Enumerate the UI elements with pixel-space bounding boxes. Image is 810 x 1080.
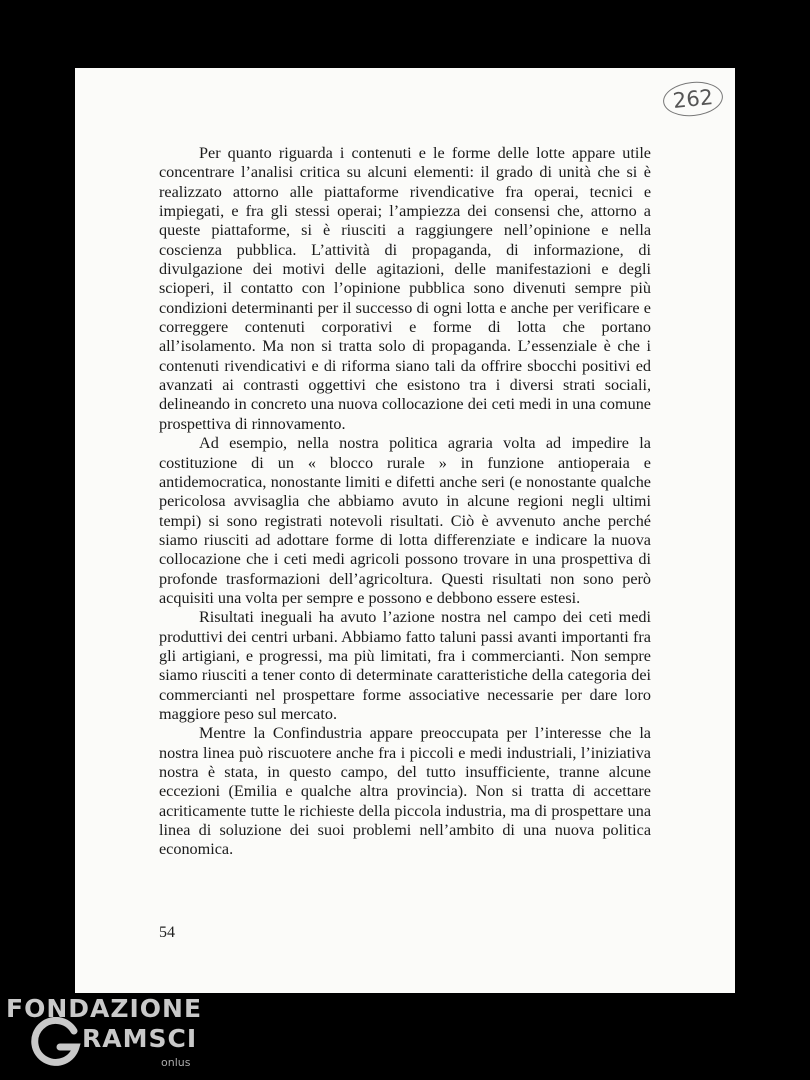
paragraph: Risultati ineguali ha avuto l’azione nostra nel campo dei ceti medi produttivi dei centri urbani. Abbiamo fatto taluni passi avanti importanti fra gli artigiani, e progressi, ma più limitati, fra i commercianti. Non sempre siamo riusciti a tener conto di determinate caratteristiche della categoria dei commercianti nel prospettare forme associative necessarie per dare loro maggiore peso sul mercato.: [159, 608, 651, 723]
logo-line-2: RAMSCI: [82, 1024, 198, 1053]
logo-line-1: FONDAZIONE: [6, 994, 203, 1023]
logo-onlus: onlus: [161, 1056, 191, 1069]
document-page: [75, 68, 735, 993]
page-number: 54: [159, 924, 175, 941]
logo-g-icon: [30, 1017, 82, 1069]
archive-stamp: 262: [661, 79, 724, 119]
paragraph: Per quanto riguarda i contenuti e le forme delle lotte appare utile concentrare l’analisi critica su alcuni elementi: il grado di unità che si è realizzato attorno alle piattaforme rivendicative fra operai, tecnici e impiegati, e fra gli stessi operai; l’ampiezza dei consensi che, attorno a queste piattaforme, si è riusciti a raggiungere nell’opinione e nella coscienza pubblica. L’attività di propaganda, di informazione, di divulgazione dei motivi delle agitazioni, delle manifestazioni e degli scioperi, il contatto con l’opinione pubblica sono divenuti sempre più condizioni determinanti per il successo di ogni lotta e anche per verificare e correggere contenuti corporativi e forme di lotta che portano all’isolamento. Ma non si tratta solo di propaganda. L’essenziale è che i contenuti rivendicativi e di riforma siano tali da offrire sbocchi positivi ed avanzati ai contrasti oggettivi che esistono tra i diversi strati sociali, delineando in concreto una nuova collocazione dei ceti medi in una comune prospettiva di rinnovamento.: [159, 144, 651, 433]
fondazione-gramsci-logo: [6, 990, 206, 1075]
paragraph: Ad esempio, nella nostra politica agraria volta ad impedire la costituzione di un « blocco rurale » in funzione antioperaia e antidemocratica, nonostante limiti e difetti anche seri (e nonostante qualche pericolosa avvisaglia che abbiamo avuto in alcune regioni negli ultimi tempi) si sono registrati notevoli risultati. Ciò è avvenuto anche perché siamo riusciti ad adottare forme di lotta differenziate e indicare la nuova collocazione che i ceti medi agricoli possono trovare in una prospettiva di profonde trasformazioni dell’agricoltura. Questi risultati non sono però acquisiti una volta per sempre e possono e debbono essere estesi.: [159, 434, 651, 607]
paragraph: Mentre la Confindustria appare preoccupata per l’interesse che la nostra linea può riscuotere anche fra i piccoli e medi industriali, l’iniziativa nostra è stata, in questo campo, del tutto insufficiente, tranne alcune eccezioni (Emilia e qualche altra provincia). Non si tratta di accettare acriticamente tutte le richieste della piccola industria, ma di prospettare una linea di soluzione dei suoi problemi nell’ambito di una nuova politica economica.: [159, 724, 651, 859]
body-text: [159, 144, 651, 860]
